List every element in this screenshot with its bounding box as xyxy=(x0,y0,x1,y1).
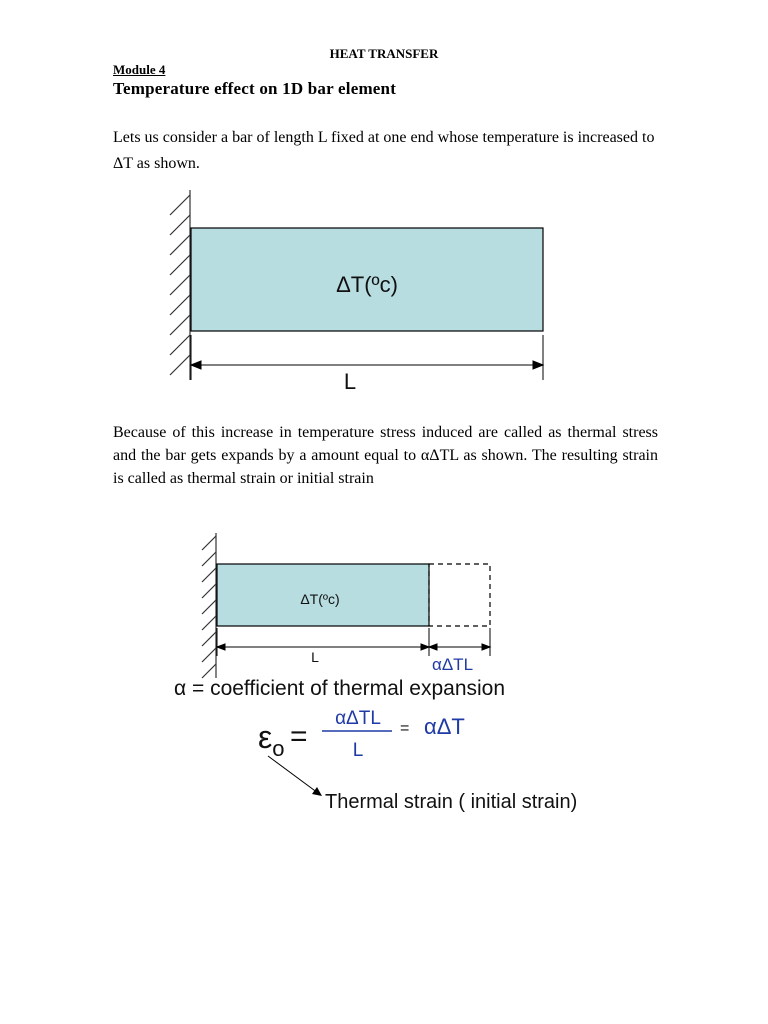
length-label: L xyxy=(343,369,357,390)
epsilon-glyph: ε xyxy=(258,719,273,755)
result-expression: αΔT xyxy=(424,714,465,739)
expansion-label: αΔTL xyxy=(432,655,474,674)
fraction-numerator: αΔTL xyxy=(335,708,381,729)
section-title: Temperature effect on 1D bar element xyxy=(113,79,397,98)
thermal-stress-paragraph: Because of this increase in temperature stress induced are called as thermal stress and the bar gets expands by a amount equal to αΔTL as shown. The resulting strain is called as thermal strain or initial strain xyxy=(113,424,658,487)
wall-hatching xyxy=(202,533,216,678)
thermal-strain-diagram xyxy=(170,528,640,823)
page-header: HEAT TRANSFER xyxy=(329,46,439,61)
thermal-strain-note: Thermal strain ( initial strain) xyxy=(325,791,578,813)
temperature-label: ΔT(ºc) xyxy=(336,272,398,297)
equals-sign: = xyxy=(290,720,308,753)
strain-subscript: o xyxy=(272,736,285,761)
length-label: L xyxy=(311,649,319,665)
alpha-definition: α = coefficient of thermal expansion xyxy=(174,677,506,700)
intro-paragraph: Lets us consider a bar of length L fixed at one end whose temperature is increased to ΔT as shown. xyxy=(113,129,655,172)
length-dimension xyxy=(191,335,543,380)
module-label: Module 4 xyxy=(113,62,166,77)
fraction-denominator: L xyxy=(352,740,364,761)
pointer-line xyxy=(268,756,318,793)
bar-diagram xyxy=(150,185,560,390)
temperature-label: ΔT(ºc) xyxy=(300,591,340,607)
equals-small: = xyxy=(400,720,410,737)
expansion-outline xyxy=(429,564,490,626)
strain-symbol xyxy=(258,719,285,761)
length-dimension xyxy=(217,628,490,656)
wall-hatching xyxy=(170,190,190,380)
pointer-arrowhead xyxy=(312,787,322,796)
